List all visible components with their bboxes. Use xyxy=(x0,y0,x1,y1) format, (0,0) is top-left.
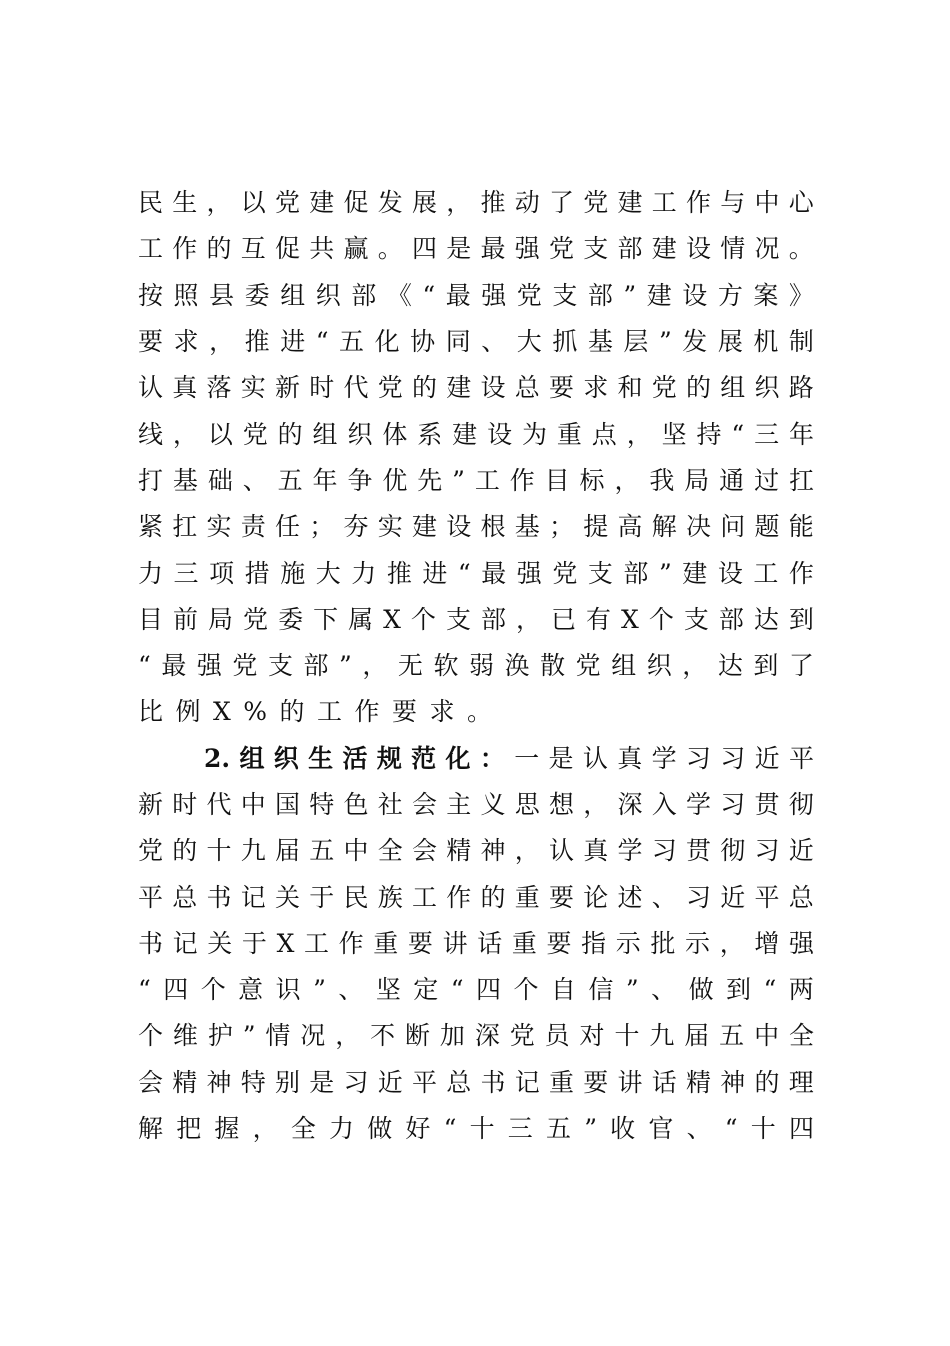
text-line: 民 生 ， 以 党 建 促 发 展 ， 推 动 了 党 建 工 作 与 中 心 xyxy=(138,188,814,218)
text-line: 工 作 的 互 促 共 赢 。 四 是 最 强 党 支 部 建 设 情 况 。 xyxy=(138,234,814,264)
text-line: “ 最 强 党 支 部 ” ， 无 软 弱 涣 散 党 组 织 ， 达 到 了 xyxy=(138,651,814,681)
text-line: 线 ， 以 党 的 组 织 体 系 建 设 为 重 点 ， 坚 持 “ 三 年 xyxy=(138,419,814,449)
text-line: 要 求 ， 推 进 “ 五 化 协 同 、 大 抓 基 层 ” 发 展 机 制 xyxy=(138,327,814,357)
text-line-last: 比例X%的工作要求。 xyxy=(138,697,505,727)
text-line: 按 照 县 委 组 织 部 《 “ 最 强 党 支 部 ” 建 设 方 案 》 xyxy=(138,280,814,310)
text-line: 平 总 书 记 关 于 民 族 工 作 的 重 要 论 述 、 习 近 平 总 xyxy=(138,882,814,912)
text-line: 书 记 关 于 X 工 作 重 要 讲 话 重 要 指 示 批 示 ， 增 强 xyxy=(138,928,814,958)
text-line: 新 时 代 中 国 特 色 社 会 主 义 思 想 ， 深 入 学 习 贯 彻 xyxy=(138,790,814,819)
text-line: 力 三 项 措 施 大 力 推 进 “ 最 强 党 支 部 ” 建 设 工 作 xyxy=(138,558,814,588)
paragraph-2-first-line: 2. 组 织 生 活 规 范 化 ： 一 是 认 真 学 习 习 近 平 xyxy=(204,743,814,773)
text-line: 会 精 神 特 别 是 习 近 平 总 书 记 重 要 讲 话 精 神 的 理 xyxy=(138,1067,814,1097)
text-line: 党 的 十 九 届 五 中 全 会 精 神 ， 认 真 学 习 贯 彻 习 近 xyxy=(138,836,814,866)
text-line: 解 把 握 ， 全 力 做 好 “ 十 三 五 ” 收 官 、 “ 十 四 xyxy=(138,1114,814,1144)
text-line: 打 基 础 、 五 年 争 优 先 ” 工 作 目 标 ， 我 局 通 过 扛 xyxy=(138,465,814,495)
body-text xyxy=(138,180,814,1152)
text-line: 紧 扛 实 责 任 ； 夯 实 建 设 根 基 ； 提 高 解 决 问 题 能 xyxy=(138,512,814,542)
text-line: “ 四 个 意 识 ” 、 坚 定 “ 四 个 自 信 ” 、 做 到 “ 两 xyxy=(138,975,814,1005)
text-line: 认 真 落 实 新 时 代 党 的 建 设 总 要 求 和 党 的 组 织 路 xyxy=(138,373,814,403)
text-line: 个 维 护 ” 情 况 ， 不 断 加 深 党 员 对 十 九 届 五 中 全 xyxy=(138,1021,814,1051)
text-line: 目 前 局 党 委 下 属 X 个 支 部 ， 已 有 X 个 支 部 达 到 xyxy=(138,604,814,634)
